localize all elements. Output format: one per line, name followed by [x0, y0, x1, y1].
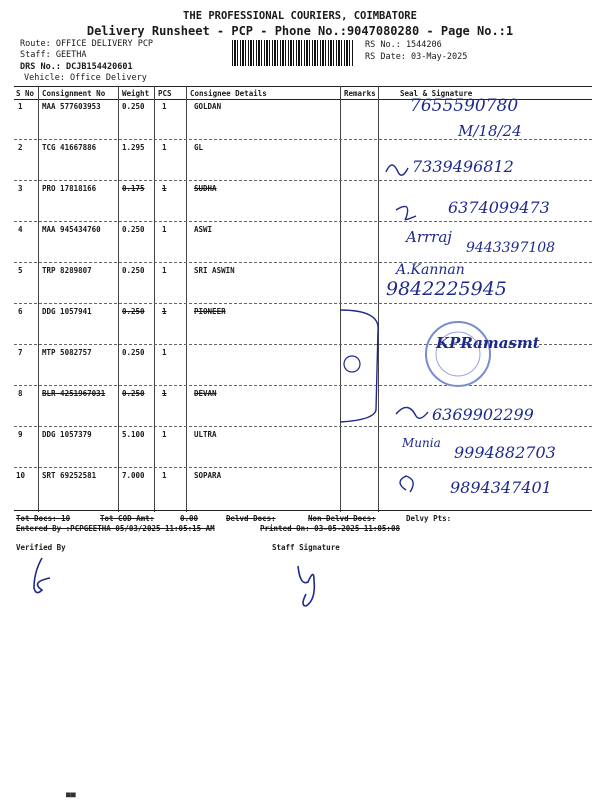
delivery-points: Delvy Pts: [406, 514, 452, 523]
cell-pcs: 1 [162, 225, 167, 234]
col-rule [38, 86, 39, 512]
handwritten-phone: 7339496812 [412, 157, 514, 176]
handwritten-phone: 9443397108 [466, 240, 556, 256]
bracket-mark [300, 300, 390, 430]
cell-sno: 4 [18, 225, 23, 234]
cell-weight: 1.295 [122, 143, 145, 152]
cell-weight: 0.250 [122, 102, 145, 111]
col-header-weight: Weight [122, 89, 150, 98]
cell-sno: 1 [18, 102, 23, 111]
col-rule [154, 86, 155, 512]
cell-consignee: ASWI [194, 225, 213, 234]
col-rule [340, 86, 341, 512]
cell-weight: 0.175 [122, 184, 145, 193]
cell-consignee: SOPARA [194, 471, 222, 480]
barcode [232, 40, 354, 66]
total-cod-value: 0.00 [180, 514, 199, 523]
handwritten-phone: 6369902299 [432, 405, 534, 424]
cell-weight: 0.250 [122, 225, 145, 234]
cell-consignment: DDG 1057379 [42, 430, 92, 439]
cell-consignee: SUDHA [194, 184, 217, 193]
verifier-signature [20, 552, 60, 600]
cell-sno: 10 [16, 471, 26, 480]
cell-sno: 8 [18, 389, 23, 398]
verified-by-label: Verified By [16, 543, 66, 552]
row-rule [14, 467, 592, 468]
cell-consignment: BLR 4251967031 [42, 389, 106, 398]
cell-consignment: DDG 1057941 [42, 307, 92, 316]
vehicle-label: Vehicle: Office Delivery [24, 73, 147, 83]
initial-marks [392, 400, 442, 500]
handwritten-name: Munia [402, 436, 441, 450]
cell-consignment: MAA 577603953 [42, 102, 101, 111]
cell-pcs: 1 [162, 389, 167, 398]
cell-consignee: GL [194, 143, 204, 152]
non-delivered-docs: Non Delvd Docs: [308, 514, 376, 523]
initial-marks [382, 150, 442, 290]
col-header-sno: S No [16, 89, 35, 98]
cell-sno: 5 [18, 266, 23, 275]
cell-pcs: 1 [162, 348, 167, 357]
total-cod-label: Tot COD Amt: [100, 514, 155, 523]
cell-consignment: MTP 5082757 [42, 348, 92, 357]
cell-consignment: PRO 17818166 [42, 184, 97, 193]
cell-pcs: 1 [162, 143, 167, 152]
handwritten-phone: 6374099473 [448, 198, 550, 217]
handwritten-name: A.Kannan [396, 262, 465, 278]
handwritten-phone: 9842225945 [386, 278, 507, 300]
cell-pcs: 1 [162, 266, 167, 275]
cell-consignment: TRP 8289807 [42, 266, 92, 275]
office-stamp [422, 318, 494, 390]
cell-weight: 7.000 [122, 471, 145, 480]
route-label: Route: OFFICE DELIVERY PCP [20, 39, 154, 49]
printed-on: Printed On: 03-05-2025 11:05:08 [260, 524, 400, 533]
cell-sno: 2 [18, 143, 23, 152]
handwritten-phone: 7655590780 [410, 96, 519, 116]
entered-by: Entered By :PCPGEETHA 05/03/2025 11:05:15 AM [16, 524, 215, 533]
col-rule [118, 86, 119, 512]
cell-pcs: 1 [162, 430, 167, 439]
handwritten-phone: 9994882703 [454, 443, 556, 462]
scan-mark-icon: ■■ [66, 790, 76, 799]
row-rule [14, 221, 592, 222]
cell-weight: 5.100 [122, 430, 145, 439]
cell-weight: 0.250 [122, 307, 145, 316]
col-header-remarks: Remarks [344, 89, 376, 98]
cell-pcs: 1 [162, 102, 167, 111]
handwritten-name: Arrraj [406, 228, 452, 246]
delivered-docs: Delvd Docs: [226, 514, 276, 523]
staff-signature [292, 556, 332, 616]
runsheet-subtitle: Delivery Runsheet - PCP - Phone No.:9047080280 - Page No.:1 [86, 24, 514, 38]
rs-date: RS Date: 03-May-2025 [365, 52, 468, 62]
cell-weight: 0.250 [122, 389, 145, 398]
total-docs: Tot Docs: 10 [16, 514, 71, 523]
drs-number: DRS No.: DCJB154420601 [20, 62, 133, 72]
cell-consignment: MAA 945434760 [42, 225, 101, 234]
cell-consignee: PIONEER [194, 307, 226, 316]
col-header-pcs: PCS [158, 89, 172, 98]
handwritten-phone: 9894347401 [450, 478, 552, 497]
company-title: THE PROFESSIONAL COURIERS, COIMBATORE [183, 10, 417, 22]
cell-pcs: 1 [162, 184, 167, 193]
cell-sno: 3 [18, 184, 23, 193]
col-rule [186, 86, 187, 512]
cell-sno: 9 [18, 430, 23, 439]
handwritten-stamp-text: KPRamasmt [436, 334, 540, 352]
cell-consignee: ULTRA [194, 430, 217, 439]
staff-signature-label: Staff Signature [272, 543, 340, 552]
cell-pcs: 1 [162, 471, 167, 480]
cell-consignee: GOLDAN [194, 102, 222, 111]
cell-weight: 0.250 [122, 266, 145, 275]
table-top-rule [14, 86, 592, 87]
cell-consignee: DEVAN [194, 389, 217, 398]
cell-consignment: TCG 41667886 [42, 143, 97, 152]
handwritten-date: M/18/24 [458, 122, 522, 140]
rs-number: RS No.: 1544206 [365, 40, 442, 50]
row-rule [14, 180, 592, 181]
cell-weight: 0.250 [122, 348, 145, 357]
staff-label: Staff: GEETHA [20, 50, 87, 60]
col-header-seal-signature: Seal & Signature [400, 89, 473, 98]
col-rule [378, 86, 379, 512]
cell-consignee: SRI ASWIN [194, 266, 235, 275]
cell-consignment: SRT 69252581 [42, 471, 97, 480]
col-header-consignee: Consignee Details [190, 89, 267, 98]
col-header-consignment: Consignment No [42, 89, 106, 98]
cell-pcs: 1 [162, 307, 167, 316]
table-bottom-rule [14, 510, 592, 511]
cell-sno: 6 [18, 307, 23, 316]
row-rule [14, 262, 592, 263]
cell-sno: 7 [18, 348, 23, 357]
